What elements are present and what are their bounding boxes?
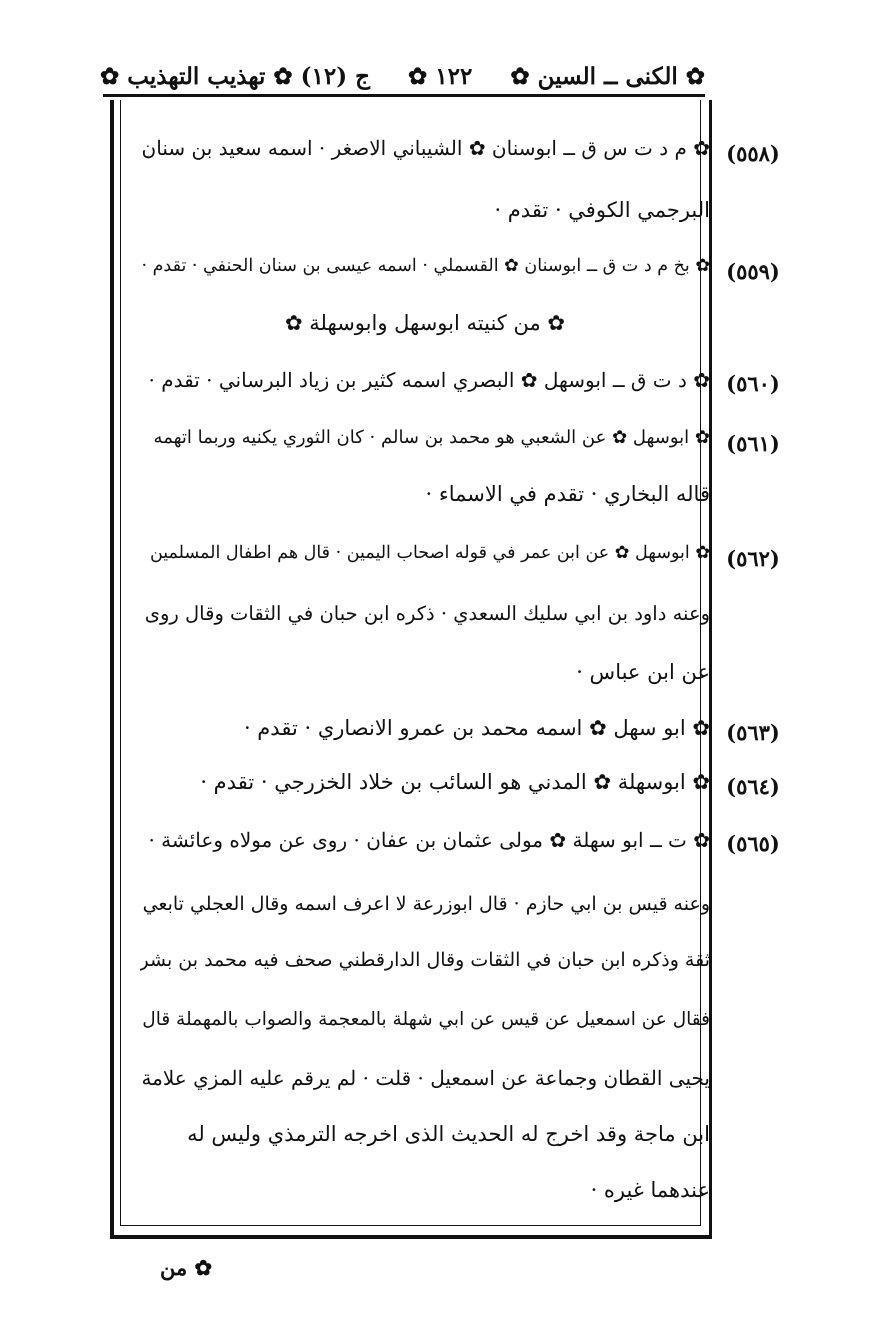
header-page-number: ١٢٢ ✿ <box>408 62 473 90</box>
header-section-title: ✿ الكنى ــ السين ✿ <box>510 62 705 90</box>
entry-number: (٥٦٤) <box>726 774 780 799</box>
entry-line: ✿ د ت ق ــ ابوسهل ✿ البصري اسمه كثير بن زياد البرساني · تقدم · <box>148 368 710 392</box>
entry-number: (٥٦٠) <box>726 371 780 396</box>
entry-line: عندهما غيره · <box>590 1178 710 1202</box>
entry-line: ✿ ابوسهل ✿ عن ابن عمر في قوله اصحاب اليمين · قال هم اطفال المسلمين <box>149 543 710 563</box>
entry-line: يحيى القطان وجماعة عن اسمعيل · قلت · لم يرقم عليه المزي علامة <box>141 1066 710 1090</box>
entry-line: قاله البخاري · تقدم في الاسماء · <box>425 482 710 506</box>
header-rule <box>103 94 705 97</box>
entry-line: عن ابن عباس · <box>576 660 710 684</box>
entry-number: (٥٥٩) <box>726 259 780 284</box>
header-volume-title: ج (١٢) ✿ تهذيب التهذيب ✿ <box>100 62 370 90</box>
entry-number: (٥٦١) <box>726 431 780 456</box>
running-header <box>100 58 705 94</box>
entry-line: ✿ ت ــ ابو سهلة ✿ مولى عثمان بن عفان · روى عن مولاه وعائشة · <box>148 828 710 852</box>
entry-number: (٥٦٣) <box>726 720 780 745</box>
entry-line: ثقة وذكره ابن حبان في الثقات وقال الدارقطني صحف فيه محمد بن بشر <box>140 949 710 971</box>
catchword: ✿ من <box>160 1255 213 1280</box>
entry-line: وعنه قيس بن ابي حازم · قال ابوزرعة لا اعرف اسمه وقال العجلي تابعي <box>142 893 710 915</box>
entry-line: ✿ ابوسهلة ✿ المدني هو السائب بن خلاد الخزرجي · تقدم · <box>200 770 710 794</box>
entry-line: ✿ ابوسهل ✿ عن الشعبي هو محمد بن سالم · كان الثوري يكنيه وربما اتهمه <box>153 427 710 448</box>
section-heading: ✿ من كنيته ابوسهل وابوسهلة ✿ <box>285 311 565 335</box>
entry-number: (٥٥٨) <box>726 141 780 166</box>
entry-number: (٥٦٥) <box>726 831 780 856</box>
entry-line: فقال عن اسمعيل عن قيس عن ابي شهلة بالمعجمة والصواب بالمهملة قال <box>142 1009 710 1030</box>
entry-line: وعنه داود بن ابي سليك السعدي · ذكره ابن حبان في الثقات وقال روى <box>144 602 710 625</box>
entry-line: ابن ماجة وقد اخرج له الحديث الذى اخرجه الترمذي وليس له <box>187 1122 710 1146</box>
entry-line: ✿ ابو سهل ✿ اسمه محمد بن عمرو الانصاري · تقدم · <box>243 716 710 740</box>
entry-line: البرجمي الكوفي · تقدم · <box>494 198 710 222</box>
entry-line: ✿ م د ت س ق ــ ابوسنان ✿ الشيباني الاصغر · اسمه سعيد بن سنان <box>141 136 710 160</box>
entry-number: (٥٦٢) <box>726 546 780 571</box>
entry-line: ✿ بخ م د ت ق ــ ابوسنان ✿ القسملي · اسمه عيسى بن سنان الحنفي · تقدم · <box>141 256 710 276</box>
